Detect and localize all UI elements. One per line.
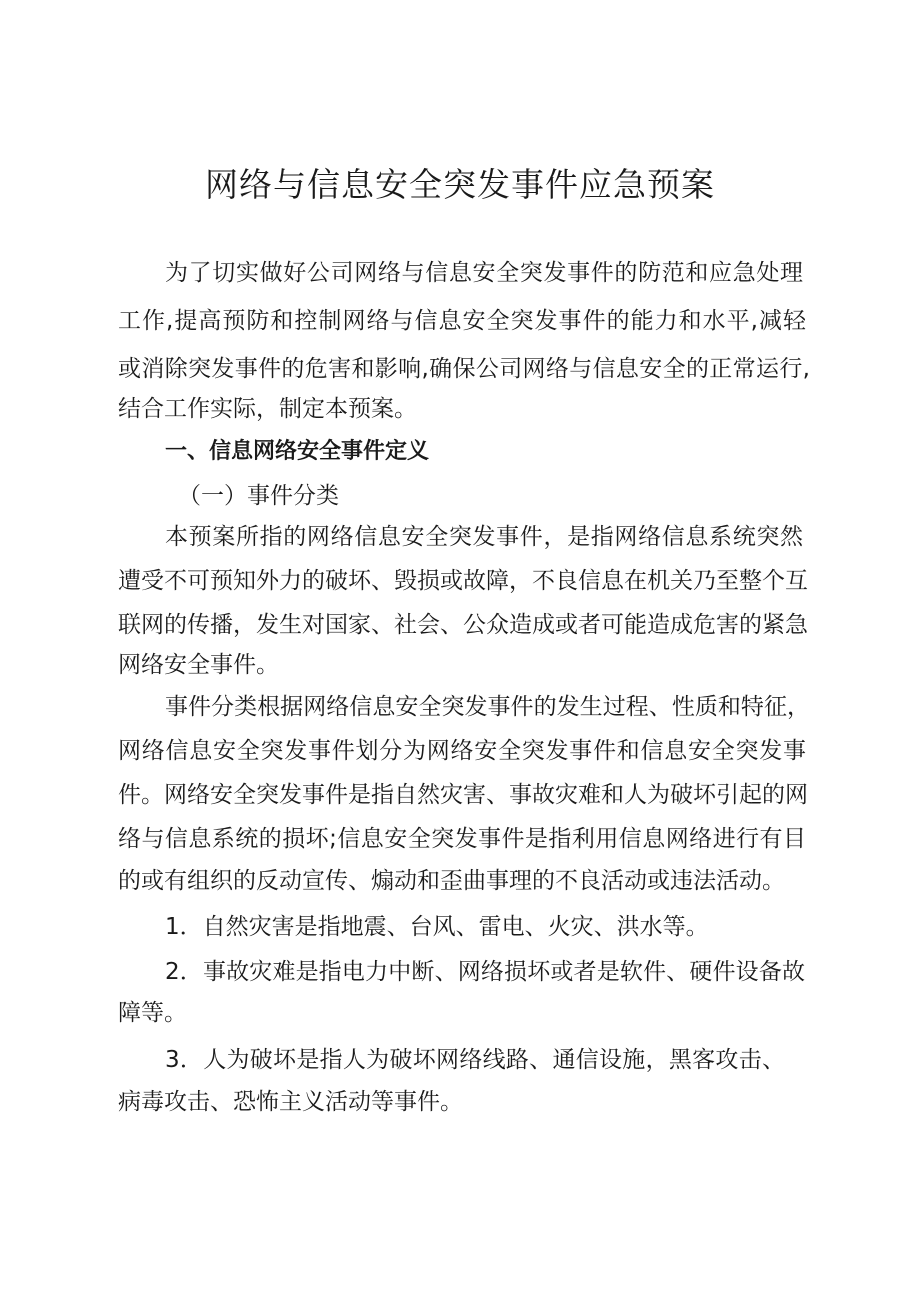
- para2-line-2: 网络信息安全突发事件划分为网络安全突发事件和信息安全突发事: [118, 738, 806, 764]
- para2-line-5: 的或有组织的反动宣传、煽动和歪曲事理的不良活动或违法活动。: [118, 868, 785, 894]
- list-item-2-line-1: 2．事故灾难是指电力中断、网络损坏或者是软件、硬件设备故: [165, 959, 805, 985]
- document-title: 网络与信息安全突发事件应急预案: [205, 165, 715, 204]
- intro-line-1: 为了切实做好公司网络与信息安全突发事件的防范和应急处理: [165, 260, 803, 286]
- intro-line-2: 工作,提高预防和控制网络与信息安全突发事件的能力和水平,减轻: [118, 308, 806, 334]
- para1-line-1: 本预案所指的网络信息安全突发事件，是指网络信息系统突然: [165, 524, 803, 550]
- list-item-3-line-2: 病毒攻击、恐怖主义活动等事件。: [118, 1089, 463, 1115]
- intro-line-4: 结合工作实际，制定本预案。: [118, 396, 417, 422]
- list-item-3-line-1: 3．人为破坏是指人为破坏网络线路、通信设施，黑客攻击、: [165, 1047, 785, 1073]
- para1-line-3: 联网的传播，发生对国家、社会、公众造成或者可能造成危害的紧急: [118, 612, 808, 638]
- para2-line-3: 件。网络安全突发事件是指自然灾害、事故灾难和人为破坏引起的网: [118, 782, 808, 808]
- intro-line-3: 或消除突发事件的危害和影响,确保公司网络与信息安全的正常运行,: [118, 356, 810, 382]
- para2-line-4: 络与信息系统的损坏;信息安全突发事件是指利用信息网络进行有目: [118, 826, 806, 852]
- list-item-1: 1．自然灾害是指地震、台风、雷电、火灾、洪水等。: [165, 914, 709, 940]
- para1-line-4: 网络安全事件。: [118, 652, 279, 678]
- list-item-2-line-2: 障等。: [118, 1000, 187, 1026]
- para2-line-1: 事件分类根据网络信息安全突发事件的发生过程、性质和特征，: [165, 694, 810, 720]
- section-heading: 一、信息网络安全事件定义: [165, 439, 430, 464]
- subsection-heading: （一）事件分类: [178, 483, 339, 509]
- para1-line-2: 遭受不可预知外力的破坏、毁损或故障，不良信息在机关乃至整个互: [118, 568, 808, 594]
